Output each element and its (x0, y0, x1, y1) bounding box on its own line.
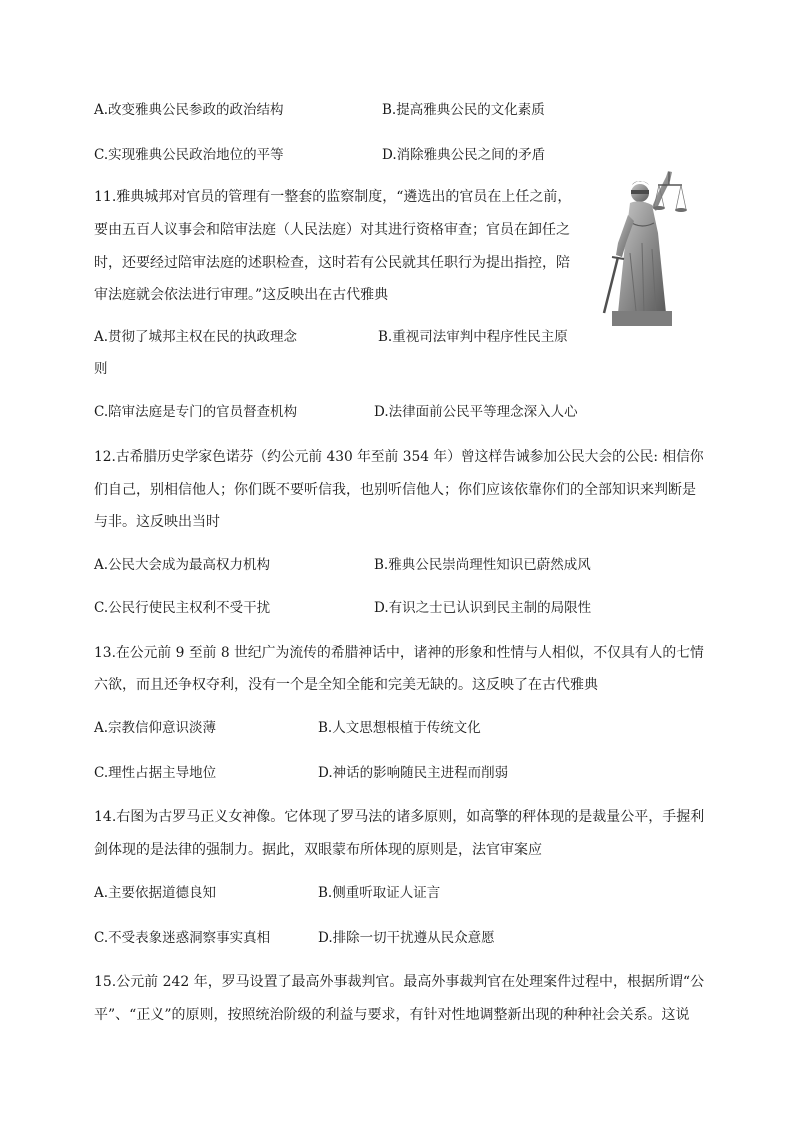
q10-option-a: A.改变雅典公民参政的政治结构 (94, 102, 284, 118)
q13-stem-line: 13.在公元前 9 至前 8 世纪广为流传的希腊神话中，诸神的形象和性情与人相似，不仅具有人的七情 (94, 645, 704, 661)
q11-option-d: D.法律面前公民平等理念深入人心 (374, 404, 578, 420)
q11-stem-line: 要由五百人议事会和陪审法庭（人民法庭）对其进行资格审查；官员在卸任之 (94, 222, 570, 238)
q13-stem-line: 六欲，而且还争权夺利，没有一个是全知全能和完美无缺的。这反映了在古代雅典 (94, 677, 598, 693)
q10-option-d: D.消除雅典公民之间的矛盾 (382, 147, 546, 163)
q12-option-d: D.有识之士已认识到民主制的局限性 (374, 600, 592, 616)
q11-option-c: C.陪审法庭是专门的官员督查机构 (94, 404, 298, 420)
q14-option-c: C.不受表象迷惑洞察事实真相 (94, 930, 271, 946)
q11-stem-line: 11.雅典城邦对官员的管理有一整套的监察制度，“遴选出的官员在上任之前， (94, 189, 572, 205)
q14-stem-line: 14.右图为古罗马正义女神像。它体现了罗马法的诸多原则，如高擎的秤体现的是裁量公平，手握利 (94, 809, 705, 825)
q15-stem-line: 15.公元前 242 年，罗马设置了最高外事裁判官。最高外事裁判官在处理案件过程中，根据所谓“公 (94, 974, 705, 990)
q13-option-c: C.理性占据主导地位 (94, 765, 217, 781)
q13-option-a: A.宗教信仰意识淡薄 (94, 720, 217, 736)
q12-option-a: A.公民大会成为最高权力机构 (94, 557, 271, 573)
q11-option-a: A.贯彻了城邦主权在民的执政理念 (94, 329, 298, 345)
q12-stem-line: 12.古希腊历史学家色诺芬（约公元前 430 年至前 354 年）曾这样告诫参加公民大会的公民: 相信你 (94, 449, 704, 465)
q10-option-b: B.提高雅典公民的文化素质 (382, 102, 545, 118)
q15-stem-line: 平”、“正义”的原则，按照统治阶级的利益与要求，有针对性地调整新出现的种种社会关系。这说 (94, 1007, 690, 1023)
q11-option-b: B.重视司法审判中程序性民主原 (378, 329, 568, 345)
q14-option-a: A.主要依据道德良知 (94, 885, 217, 901)
q13-option-d: D.神话的影响随民主进程而削弱 (318, 765, 509, 781)
q12-stem-line: 与非。这反映出当时 (94, 514, 220, 530)
q14-option-b: B.侧重听取证人证言 (318, 885, 441, 901)
q12-option-c: C.公民行使民主权利不受干扰 (94, 600, 271, 616)
q12-stem-line: 们自己，别相信他人；你们既不要听信我，也别听信他人；你们应该依靠你们的全部知识来判断是 (94, 482, 696, 498)
q14-option-d: D.排除一切干扰遵从民众意愿 (318, 930, 495, 946)
q12-option-b: B.雅典公民崇尚理性知识已蔚然成风 (374, 557, 591, 573)
q11-stem-line: 审法庭就会依法进行审理。”这反映出在古代雅典 (94, 287, 389, 303)
q13-option-b: B.人文思想根植于传统文化 (318, 720, 481, 736)
q10-option-c: C.实现雅典公民政治地位的平等 (94, 147, 284, 163)
justice-statue-image (596, 163, 692, 326)
q11-option-b-wrap: 则 (94, 361, 108, 377)
q11-stem-line: 时，还要经过陪审法庭的述职检查，这时若有公民就其任职行为提出指控，陪 (94, 255, 570, 271)
q14-stem-line: 剑体现的是法律的强制力。据此，双眼蒙布所体现的原则是，法官审案应 (94, 842, 542, 858)
